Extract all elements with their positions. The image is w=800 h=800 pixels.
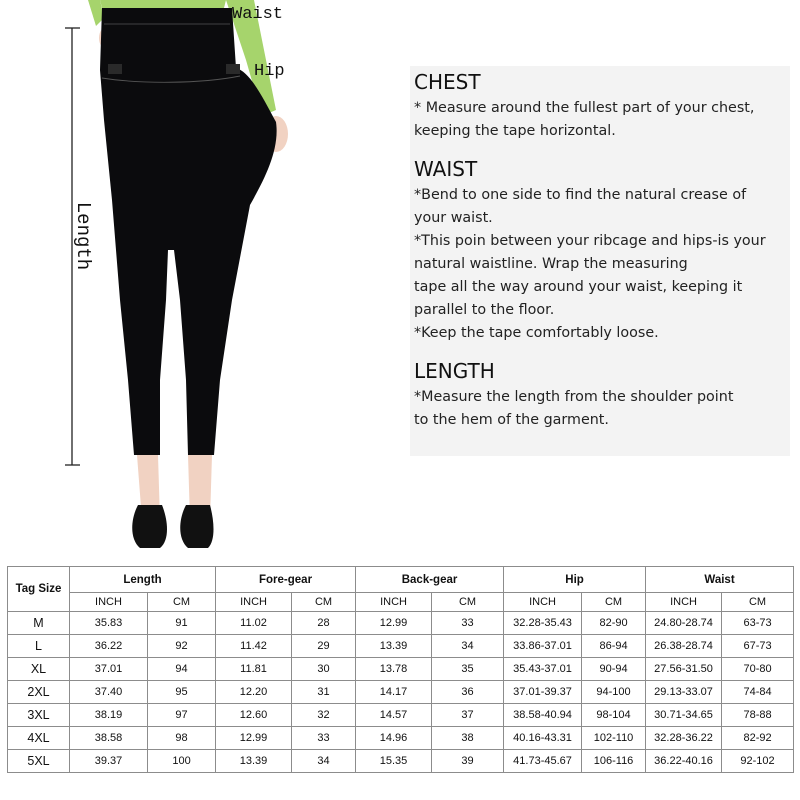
unit-header-cm: CM xyxy=(722,593,794,612)
table-cell: 12.99 xyxy=(356,612,432,635)
table-cell: 94 xyxy=(148,658,216,681)
table-cell: 30 xyxy=(292,658,356,681)
table-cell: 14.57 xyxy=(356,704,432,727)
table-cell: 35.43-37.01 xyxy=(504,658,582,681)
table-cell: 38 xyxy=(432,727,504,750)
guide-line: *Bend to one side to find the natural crease of xyxy=(414,187,747,203)
table-cell: 37.40 xyxy=(70,681,148,704)
table-cell: 12.20 xyxy=(216,681,292,704)
table-cell: 82-92 xyxy=(722,727,794,750)
table-cell: 86-94 xyxy=(582,635,646,658)
table-cell: 14.96 xyxy=(356,727,432,750)
high-heel-shoes xyxy=(132,505,213,548)
table-row xyxy=(8,727,794,750)
leggings-illustration xyxy=(0,0,400,560)
table-cell: 11.02 xyxy=(216,612,292,635)
waist-label: Waist xyxy=(232,5,284,24)
table-cell: 92-102 xyxy=(722,750,794,773)
guide-heading: CHEST xyxy=(414,70,481,94)
table-cell: 29.13-33.07 xyxy=(646,681,722,704)
table-cell: 26.38-28.74 xyxy=(646,635,722,658)
table-row xyxy=(8,612,794,635)
table-cell: 35 xyxy=(432,658,504,681)
leggings xyxy=(100,8,277,455)
table-cell: 34 xyxy=(292,750,356,773)
table-cell: 38.19 xyxy=(70,704,148,727)
table-cell: 34 xyxy=(432,635,504,658)
table-cell: 11.81 xyxy=(216,658,292,681)
table-row xyxy=(8,704,794,727)
table-cell: 98-104 xyxy=(582,704,646,727)
unit-header-cm: CM xyxy=(432,593,504,612)
table-row xyxy=(8,681,794,704)
table-cell: 82-90 xyxy=(582,612,646,635)
table-cell: 67-73 xyxy=(722,635,794,658)
table-cell: 28 xyxy=(292,612,356,635)
table-cell: 31 xyxy=(292,681,356,704)
length-header: Length xyxy=(70,567,216,593)
unit-header-inch: INCH xyxy=(646,593,722,612)
tag-size-cell: 3XL xyxy=(8,704,70,727)
table-cell: 38.58-40.94 xyxy=(504,704,582,727)
table-cell: 91 xyxy=(148,612,216,635)
table-row xyxy=(8,750,794,773)
table-header-row xyxy=(8,567,794,593)
measuring-guide xyxy=(410,66,790,456)
unit-header-inch: INCH xyxy=(356,593,432,612)
table-cell: 33 xyxy=(432,612,504,635)
table-cell: 11.42 xyxy=(216,635,292,658)
guide-line: * Measure around the fullest part of your chest, xyxy=(414,100,755,116)
table-cell: 37 xyxy=(432,704,504,727)
guide-line: natural waistline. Wrap the measuring xyxy=(414,256,688,272)
hip-label: Hip xyxy=(254,62,285,81)
hip-header: Hip xyxy=(504,567,646,593)
table-cell: 94-100 xyxy=(582,681,646,704)
fore-gear-header: Fore-gear xyxy=(216,567,356,593)
tag-size-cell: 4XL xyxy=(8,727,70,750)
units-row xyxy=(8,593,794,612)
table-cell: 12.60 xyxy=(216,704,292,727)
guide-line: keeping the tape horizontal. xyxy=(414,123,616,139)
table-cell: 12.99 xyxy=(216,727,292,750)
table-cell: 95 xyxy=(148,681,216,704)
tag-size-cell: L xyxy=(8,635,70,658)
table-cell: 106-116 xyxy=(582,750,646,773)
table-cell: 33 xyxy=(292,727,356,750)
unit-header-inch: INCH xyxy=(216,593,292,612)
table-cell: 35.83 xyxy=(70,612,148,635)
table-cell: 63-73 xyxy=(722,612,794,635)
guide-section-waist xyxy=(414,157,786,345)
guide-line: to the hem of the garment. xyxy=(414,412,609,428)
tag-size-cell: M xyxy=(8,612,70,635)
waist-header: Waist xyxy=(646,567,794,593)
table-row xyxy=(8,635,794,658)
table-cell: 37.01-39.37 xyxy=(504,681,582,704)
table-cell: 13.39 xyxy=(216,750,292,773)
table-cell: 100 xyxy=(148,750,216,773)
guide-heading: WAIST xyxy=(414,157,478,181)
table-cell: 90-94 xyxy=(582,658,646,681)
guide-section-length xyxy=(414,359,786,432)
guide-line: parallel to the floor. xyxy=(414,302,555,318)
table-cell: 97 xyxy=(148,704,216,727)
guide-heading: LENGTH xyxy=(414,359,495,383)
unit-header-inch: INCH xyxy=(70,593,148,612)
table-cell: 29 xyxy=(292,635,356,658)
table-cell: 13.39 xyxy=(356,635,432,658)
tag-size-header: Tag Size xyxy=(8,567,70,612)
table-row xyxy=(8,658,794,681)
table-cell: 70-80 xyxy=(722,658,794,681)
table-cell: 36.22-40.16 xyxy=(646,750,722,773)
table-cell: 102-110 xyxy=(582,727,646,750)
table-cell: 39 xyxy=(432,750,504,773)
table-cell: 36 xyxy=(432,681,504,704)
table-cell: 98 xyxy=(148,727,216,750)
unit-header-cm: CM xyxy=(148,593,216,612)
table-cell: 32.28-36.22 xyxy=(646,727,722,750)
table-cell: 32.28-35.43 xyxy=(504,612,582,635)
unit-header-cm: CM xyxy=(582,593,646,612)
table-cell: 92 xyxy=(148,635,216,658)
table-cell: 14.17 xyxy=(356,681,432,704)
tag-size-cell: XL xyxy=(8,658,70,681)
tag-size-cell: 2XL xyxy=(8,681,70,704)
table-cell: 30.71-34.65 xyxy=(646,704,722,727)
table-cell: 15.35 xyxy=(356,750,432,773)
table-cell: 74-84 xyxy=(722,681,794,704)
table-cell: 27.56-31.50 xyxy=(646,658,722,681)
size-table xyxy=(7,566,794,773)
guide-line: *Measure the length from the shoulder point xyxy=(414,389,734,405)
table-cell: 40.16-43.31 xyxy=(504,727,582,750)
table-cell: 36.22 xyxy=(70,635,148,658)
back-gear-header: Back-gear xyxy=(356,567,504,593)
table-cell: 24.80-28.74 xyxy=(646,612,722,635)
table-cell: 32 xyxy=(292,704,356,727)
table-cell: 41.73-45.67 xyxy=(504,750,582,773)
tag-size-cell: 5XL xyxy=(8,750,70,773)
unit-header-inch: INCH xyxy=(504,593,582,612)
guide-line: tape all the way around your waist, keeping it xyxy=(414,279,743,295)
table-cell: 78-88 xyxy=(722,704,794,727)
guide-line: your waist. xyxy=(414,210,493,226)
table-cell: 39.37 xyxy=(70,750,148,773)
length-label: Length xyxy=(72,201,94,271)
table-cell: 38.58 xyxy=(70,727,148,750)
unit-header-cm: CM xyxy=(292,593,356,612)
product-figure xyxy=(0,0,400,560)
guide-line: *Keep the tape comfortably loose. xyxy=(414,325,659,341)
table-cell: 33.86-37.01 xyxy=(504,635,582,658)
size-table-body xyxy=(8,612,794,773)
guide-section-chest xyxy=(414,70,786,143)
table-cell: 13.78 xyxy=(356,658,432,681)
table-cell: 37.01 xyxy=(70,658,148,681)
guide-line: *This poin between your ribcage and hips-is your xyxy=(414,233,766,249)
